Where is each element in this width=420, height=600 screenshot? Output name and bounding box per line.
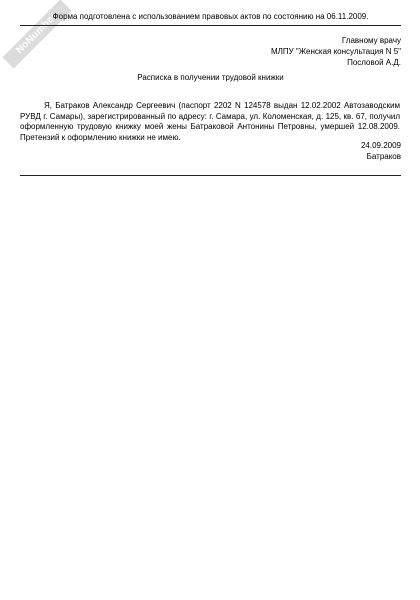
signature-name: Батраков [366,151,401,161]
addressee-block [271,35,401,68]
bottom-divider [20,175,401,176]
legal-notice: Форма подготовлена с использованием правовых актов по состоянию на 06.11.2009. [52,12,369,21]
document-body: Я, Батраков Александр Сергеевич (паспорт 2202 N 124578 выдан 12.02.2002 Автозаводским РУВД г. Самары), зарегистрированный по адресу: г. Самара, ул. Коломенская, д. 125, кв. 67, получил оформленную трудовую книжку моей жены Батраковой Антонины Петровны, умершей 12.08.2009. Претензий к оформлению книжки не имею. [20,101,400,142]
top-divider [20,25,401,26]
addressee-name: Пословой А.Д. [347,58,401,67]
document-title: Расписка в получении трудовой книжки [137,73,284,82]
addressee-organization: МЛПУ "Женская консультация N 5" [270,47,401,56]
signature-block [361,141,401,162]
addressee-position: Главному врачу [341,36,401,45]
signature-date: 24.09.2009 [360,141,401,150]
watermark: NoNumber [2,0,71,69]
